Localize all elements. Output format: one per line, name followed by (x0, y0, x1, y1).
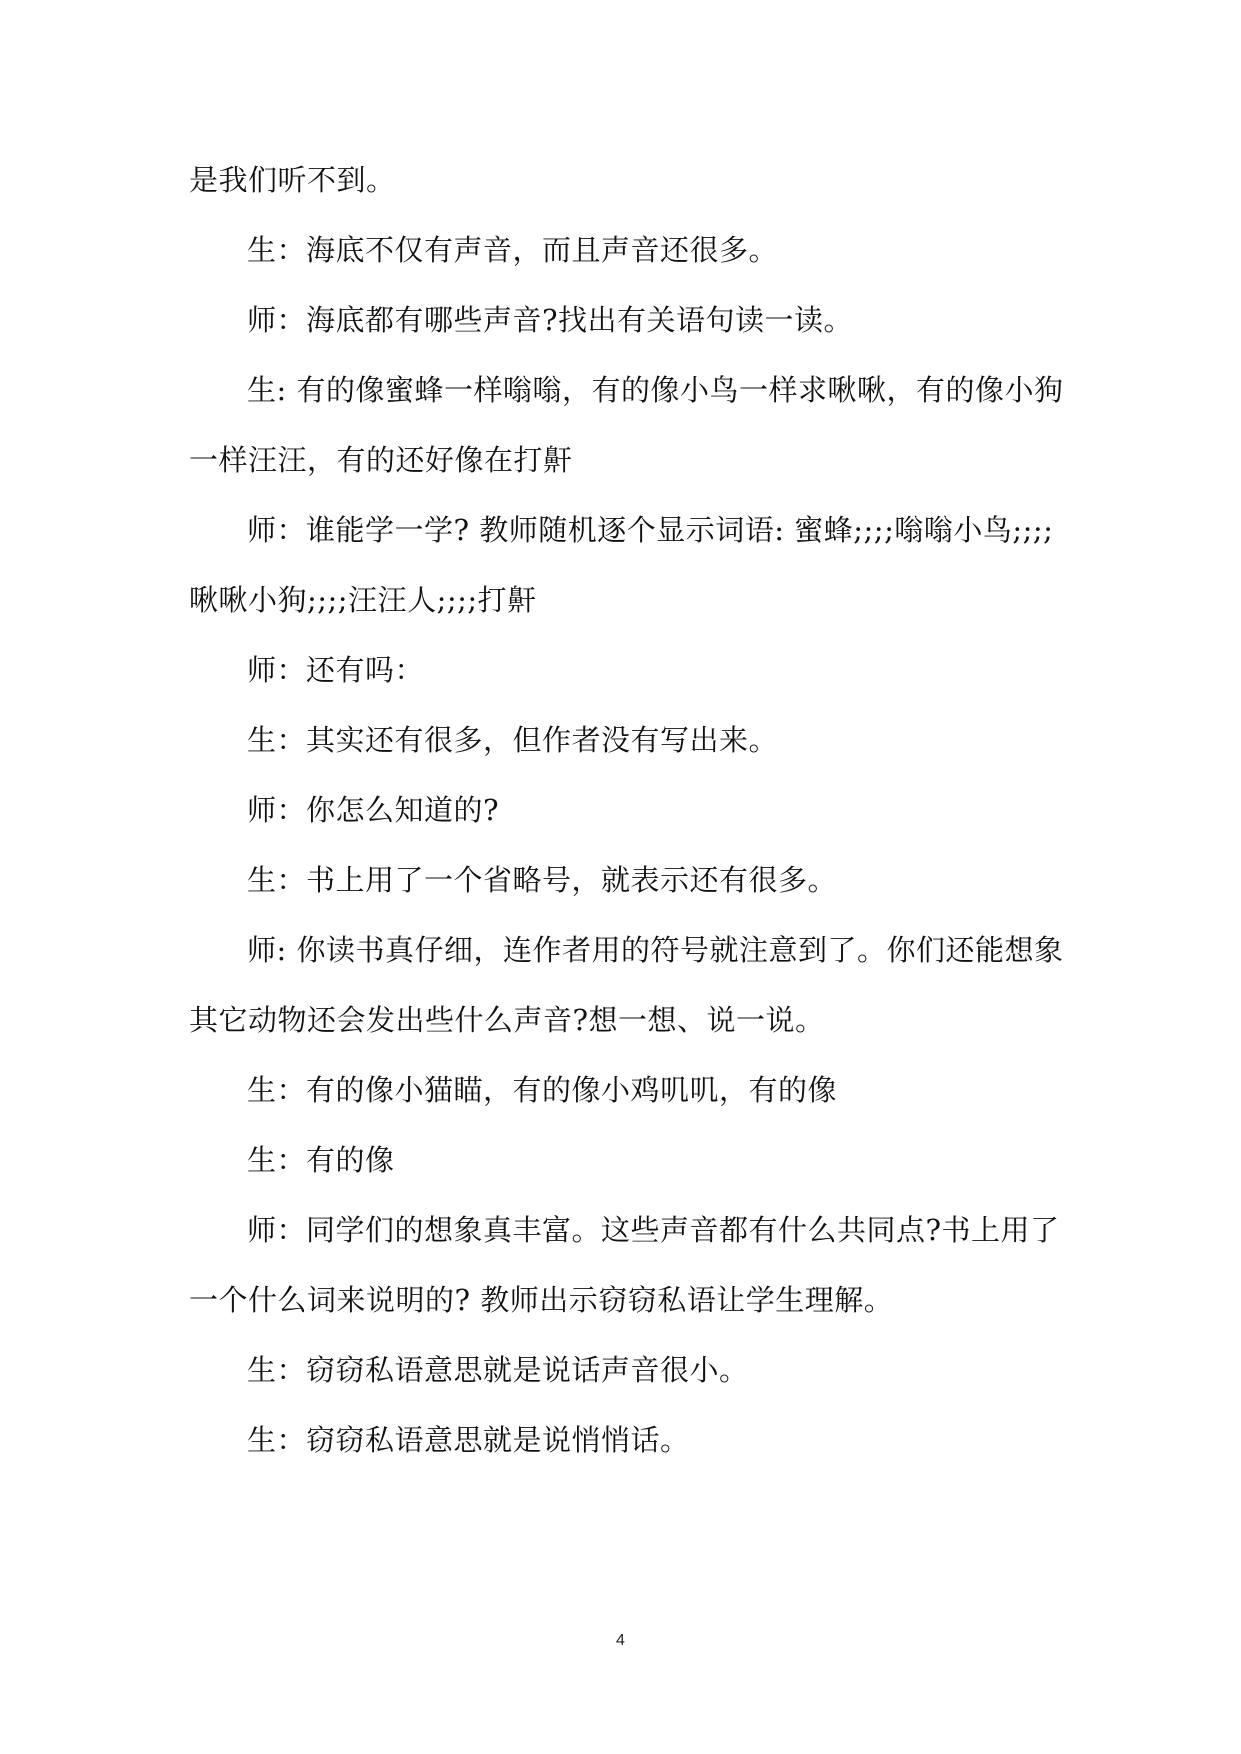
paragraph: 是我们听不到。 (189, 163, 396, 197)
paragraph: 生：书上用了一个省略号，就表示还有很多。 (247, 863, 838, 897)
paragraph: 师：同学们的想象真丰富。这些声音都有什么共同点?书上用了一个什么词来说明的? 教师出示窃窃私语让学生理解。 (189, 1213, 1060, 1317)
paragraph: 生：有的像 (247, 1143, 395, 1177)
page-number: 4 (616, 1632, 625, 1649)
paragraph: 生：窃窃私语意思就是说悄悄话。 (247, 1423, 690, 1457)
document-body (189, 145, 1069, 1475)
paragraph: 师: 你读书真仔细，连作者用的符号就注意到了。你们还能想象其它动物还会发出些什么声音?想一想、说一说。 (189, 933, 1064, 1037)
paragraph: 师：海底都有哪些声音?找出有关语句读一读。 (247, 303, 854, 337)
paragraph: 生：其实还有很多，但作者没有写出来。 (247, 723, 779, 757)
paragraph: 生：海底不仅有声音，而且声音还很多。 (247, 233, 779, 267)
paragraph: 师：还有吗： (247, 653, 425, 687)
paragraph: 师：谁能学一学? 教师随机逐个显示词语: 蜜蜂;;;;嗡嗡小鸟;;;;啾啾小狗;;;;汪汪人;;;;打鼾 (189, 513, 1054, 617)
paragraph: 生: 有的像蜜蜂一样嗡嗡，有的像小鸟一样求啾啾，有的像小狗一样汪汪，有的还好像在打鼾 (189, 373, 1064, 477)
paragraph: 生：有的像小猫瞄，有的像小鸡叽叽，有的像 (247, 1073, 838, 1107)
paragraph: 生：窃窃私语意思就是说话声音很小。 (247, 1353, 749, 1387)
paragraph: 师：你怎么知道的? (247, 793, 500, 827)
